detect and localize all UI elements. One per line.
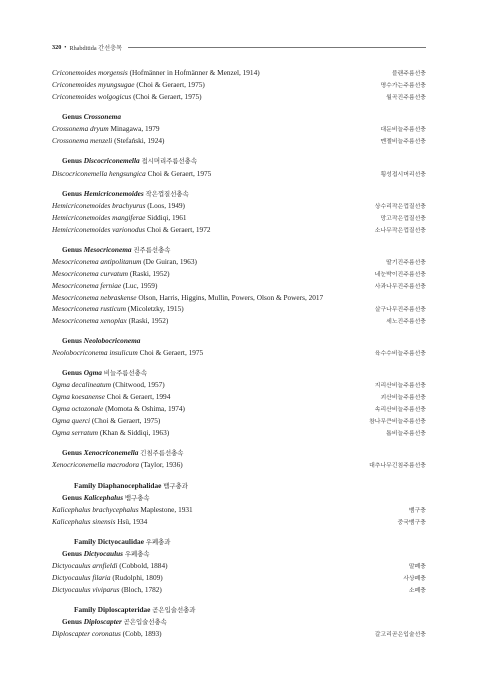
species-author: Siddiqi, 1961 xyxy=(147,212,187,222)
species-name: Dictyocaulus filaria xyxy=(52,573,111,583)
species-korean-name: 괴산비늘주름선충 xyxy=(380,395,426,402)
family-heading: Family Diaphanocephalidae 뱀구충과 xyxy=(74,480,188,490)
species-name: Ogma octozonale xyxy=(52,404,104,414)
species-author: (Momota & Oshima, 1974) xyxy=(105,404,185,414)
species-korean-name: 대둔비늘주름선충 xyxy=(380,127,426,134)
species-row xyxy=(52,136,426,148)
species-row xyxy=(52,80,426,92)
taxon-section xyxy=(52,112,426,148)
species-entry xyxy=(52,561,168,572)
species-author: Minagawa, 1979 xyxy=(110,124,160,134)
taxon-section xyxy=(52,368,426,440)
species-author: (Khan & Siddiqi, 1963) xyxy=(99,428,170,438)
taxon-section xyxy=(52,537,426,597)
species-row xyxy=(52,585,426,597)
species-korean-name: 육수수비늘주름선충 xyxy=(374,351,426,358)
species-author: (Cobb, 1893) xyxy=(122,629,162,639)
species-entry xyxy=(52,316,168,327)
genus-heading: Genus Neolobocriconema xyxy=(62,335,141,345)
taxon-section xyxy=(52,189,426,237)
species-korean-name: 블랜주름선충 xyxy=(391,71,426,77)
species-entry xyxy=(52,201,185,212)
family-korean-name: 곧은입술선충과 xyxy=(152,606,196,615)
genus-korean-name: 접시머리주름선충속 xyxy=(141,157,198,166)
species-author: (Rudolphi, 1809) xyxy=(112,573,163,583)
taxon-section xyxy=(52,156,426,180)
species-korean-name: 사과나무진주름선충 xyxy=(374,283,426,290)
genus-name: Xenocriconemella xyxy=(83,448,139,458)
species-row xyxy=(52,304,426,316)
species-row xyxy=(52,380,426,392)
species-name: Discocriconemella hengsungica xyxy=(52,168,146,178)
genus-name: Hemicriconemoides xyxy=(83,188,144,198)
species-row xyxy=(52,213,426,225)
species-author: (Choi & Geraert, 1975) xyxy=(136,79,205,89)
species-korean-name: 갈고리곧은입술선충 xyxy=(374,632,426,639)
family-name: Dictyocaulidae xyxy=(97,536,144,546)
species-row xyxy=(52,629,426,641)
family-heading: Family Diploscapteridae 곧은입술선충과 xyxy=(74,605,196,615)
species-name: Neolobocriconema insulicum xyxy=(52,348,138,358)
running-header xyxy=(52,42,426,52)
family-name: Diploscapteridae xyxy=(97,605,151,615)
species-name: Ogma koesanense xyxy=(52,392,105,402)
species-author: Choi & Geraert, 1975 xyxy=(147,168,212,178)
species-entry xyxy=(52,585,162,596)
species-entry xyxy=(52,213,187,224)
species-author: Choi & Geraert, 1994 xyxy=(106,392,171,402)
species-author: Choi & Geraert, 1972 xyxy=(146,224,211,234)
species-row xyxy=(52,573,426,585)
species-name: Ogma decalineatum xyxy=(52,380,111,390)
species-entry xyxy=(52,293,323,304)
species-name: Kalicephalus sinensis xyxy=(52,516,116,526)
genus-heading: Genus Ogma 비늘주름선충속 xyxy=(62,368,147,378)
species-name: Hemicriconemoides brachyurus xyxy=(52,200,146,210)
species-entry xyxy=(52,281,157,292)
species-row xyxy=(52,293,426,304)
genus-name: Kalicephalus xyxy=(83,492,124,502)
species-name: Criconemoides myungsugae xyxy=(52,79,135,89)
genus-heading: Genus Diploscapter 곧은입술선충속 xyxy=(62,617,167,627)
species-name: Crossonema menzeli xyxy=(52,136,113,146)
species-korean-name: 세노진주름선충 xyxy=(386,318,426,325)
genus-heading: Genus Discocriconemella 접시머리주름선충속 xyxy=(62,156,198,166)
species-entry xyxy=(52,225,211,236)
species-korean-name: 참나무큰비늘주름선충 xyxy=(369,419,426,426)
family-name: Diaphanocephalidae xyxy=(97,480,162,490)
species-korean-name: 명수가는주름선충 xyxy=(380,82,426,89)
species-entry xyxy=(52,136,164,147)
species-entry xyxy=(52,392,170,403)
species-row xyxy=(52,316,426,328)
species-row xyxy=(52,392,426,404)
species-row xyxy=(52,561,426,573)
species-name: Diploscapter coronatus xyxy=(52,629,121,639)
genus-heading: Genus Mesocriconema 진주름선충속 xyxy=(62,244,171,254)
species-row xyxy=(52,505,426,517)
species-author: (Stefański, 1924) xyxy=(114,136,165,146)
species-entry xyxy=(52,169,211,180)
species-author: (De Guiran, 1963) xyxy=(143,257,197,267)
genus-name: Neolobocriconema xyxy=(83,335,141,345)
species-name: Mesocriconema ferniae xyxy=(52,280,122,290)
genus-name: Mesocriconema xyxy=(83,244,132,254)
species-author: Olson, Harris, Higgins, Mullin, Powers, Olson & Powers, 2017 xyxy=(138,292,324,302)
species-author: (Raski, 1952) xyxy=(128,315,169,325)
genus-heading: Genus Crossonema xyxy=(62,111,122,121)
species-author: (Choi & Geraert, 1975) xyxy=(91,416,161,426)
taxon-section xyxy=(52,481,426,529)
species-name: Ogma querci xyxy=(52,416,91,426)
genus-name: Crossonema xyxy=(83,111,122,121)
species-row xyxy=(52,269,426,281)
species-entry xyxy=(52,416,160,427)
taxon-list xyxy=(52,68,426,649)
species-korean-name: 살구나무진주름선충 xyxy=(374,306,426,313)
species-entry xyxy=(52,428,169,439)
genus-korean-name: 진주름선충속 xyxy=(133,245,171,254)
species-name: Ogma serratum xyxy=(52,428,99,438)
family-korean-name: 뱀구충과 xyxy=(163,481,188,490)
species-entry xyxy=(52,573,163,584)
taxon-section xyxy=(52,336,426,360)
species-name: Mesocriconema xenoplax xyxy=(52,315,127,325)
species-entry xyxy=(52,629,162,640)
species-row xyxy=(52,428,426,440)
header-title: Rhabditida 간선충목 xyxy=(69,44,123,52)
header-bullet: • xyxy=(64,43,67,51)
species-korean-name: 지리산비늘주름선충 xyxy=(374,383,426,390)
species-korean-name: 횡성접시머리선충 xyxy=(380,171,426,178)
species-entry xyxy=(52,92,202,103)
species-entry xyxy=(52,348,203,359)
species-entry xyxy=(52,304,184,315)
species-entry xyxy=(52,68,260,79)
species-row xyxy=(52,124,426,136)
species-author: (Choi & Geraert, 1975) xyxy=(133,91,202,101)
species-name: Hemicriconemoides varionodus xyxy=(52,224,146,234)
genus-heading: Genus Hemicriconemoides 작은껍질선충속 xyxy=(62,188,189,198)
species-author: (Raski, 1952) xyxy=(129,269,170,278)
species-entry xyxy=(52,505,193,516)
species-row xyxy=(52,404,426,416)
species-name: Criconemoides wolgogicus xyxy=(52,91,132,101)
species-korean-name: 망고작은껍질선충 xyxy=(380,215,426,222)
species-author: (Taylor, 1936) xyxy=(140,460,183,470)
taxon-section xyxy=(52,605,426,641)
species-author: (Micoletzky, 1915) xyxy=(127,303,184,313)
species-korean-name: 멘젤비늘주름선충 xyxy=(380,139,426,146)
species-name: Xenocriconemella macrodora xyxy=(52,460,140,470)
species-name: Mesocriconema curvatum xyxy=(52,269,128,278)
species-name: Dictyocaulus viviparus xyxy=(52,584,120,594)
species-name: Dictyocaulus arnfieldi xyxy=(52,561,118,571)
species-korean-name: 대추나무긴침주름선충 xyxy=(369,463,426,470)
species-name: Criconemoides morgensis xyxy=(52,68,128,77)
species-author: (Hofmänner in Hofmänner & Menzel, 1914) xyxy=(129,68,260,77)
species-korean-name: 딸기진주름선충 xyxy=(386,260,426,267)
page-number: 320 xyxy=(52,43,62,51)
species-author: Choi & Geraert, 1975 xyxy=(139,348,204,358)
family-korean-name: 우폐충과 xyxy=(145,537,171,546)
species-row xyxy=(52,92,426,104)
species-entry xyxy=(52,124,160,135)
genus-heading: Genus Kalicephalus 뱀구충속 xyxy=(62,492,150,502)
genus-korean-name: 우폐충속 xyxy=(124,549,150,558)
taxon-section xyxy=(52,68,426,104)
species-korean-name: 월곡진주름선충 xyxy=(386,94,426,101)
species-korean-name: 뱀구충 xyxy=(408,507,426,514)
species-entry xyxy=(52,517,147,528)
species-row xyxy=(52,225,426,237)
genus-name: Ogma xyxy=(83,368,102,378)
species-korean-name: 네눈박이진주름선충 xyxy=(374,272,426,278)
species-name: Crossonema dryum xyxy=(52,124,109,134)
genus-name: Discocriconemella xyxy=(83,156,140,166)
genus-korean-name: 작은껍질선충속 xyxy=(145,189,189,198)
genus-korean-name: 뱀구충속 xyxy=(124,493,150,502)
species-korean-name: 톱비늘주름선충 xyxy=(386,431,426,438)
taxon-section xyxy=(52,245,426,328)
genus-korean-name: 긴침주름선충속 xyxy=(140,449,184,458)
genus-korean-name: 곧은입술선충속 xyxy=(123,618,167,627)
species-entry xyxy=(52,269,170,280)
species-author: (Bloch, 1782) xyxy=(121,584,162,594)
header-rule xyxy=(128,47,426,48)
species-author: (Chitwood, 1957) xyxy=(112,380,165,390)
species-name: Kalicephalus brachycephalus xyxy=(52,504,139,514)
species-name: Hemicriconemoides mangiferae xyxy=(52,212,146,222)
species-name: Mesocriconema rusticum xyxy=(52,303,126,313)
species-name: Mesocriconema antipolitanum xyxy=(52,257,142,267)
species-row xyxy=(52,257,426,269)
species-korean-name: 중국뱀구충 xyxy=(397,519,426,526)
genus-name: Diploscapter xyxy=(83,617,122,627)
species-entry xyxy=(52,257,197,268)
species-row xyxy=(52,460,426,472)
species-korean-name: 소폐충 xyxy=(408,587,426,594)
family-heading: Family Dictyocaulidae 우폐충과 xyxy=(74,536,171,546)
species-row xyxy=(52,169,426,181)
species-author: (Loos, 1949) xyxy=(147,200,185,210)
species-row xyxy=(52,201,426,213)
genus-name: Dictyocaulus xyxy=(83,548,124,558)
species-row xyxy=(52,281,426,293)
species-korean-name: 말폐충 xyxy=(408,564,426,571)
species-entry xyxy=(52,80,205,91)
species-name: Mesocriconema nebraskense xyxy=(52,292,137,302)
species-entry xyxy=(52,460,183,471)
species-korean-name: 속리산비늘주름선충 xyxy=(374,407,426,414)
species-entry xyxy=(52,404,185,415)
species-korean-name: 소나무작은껍질선충 xyxy=(374,227,426,234)
species-author: (Cobbold, 1884) xyxy=(119,561,168,571)
genus-korean-name: 비늘주름선충속 xyxy=(103,369,147,378)
species-row xyxy=(52,416,426,428)
species-korean-name: 상수리작은껍질선충 xyxy=(374,203,426,210)
species-korean-name: 사상폐충 xyxy=(403,576,426,583)
species-author: Maplestone, 1931 xyxy=(140,504,193,514)
genus-heading: Genus Xenocriconemella 긴침주름선충속 xyxy=(62,448,184,458)
genus-heading: Genus Dictyocaulus 우폐충속 xyxy=(62,548,150,558)
taxon-section xyxy=(52,448,426,472)
species-author: Hsü, 1934 xyxy=(117,516,148,526)
species-row xyxy=(52,68,426,80)
species-row xyxy=(52,517,426,529)
species-author: (Luc, 1959) xyxy=(122,280,158,290)
species-entry xyxy=(52,380,165,391)
species-row xyxy=(52,348,426,360)
